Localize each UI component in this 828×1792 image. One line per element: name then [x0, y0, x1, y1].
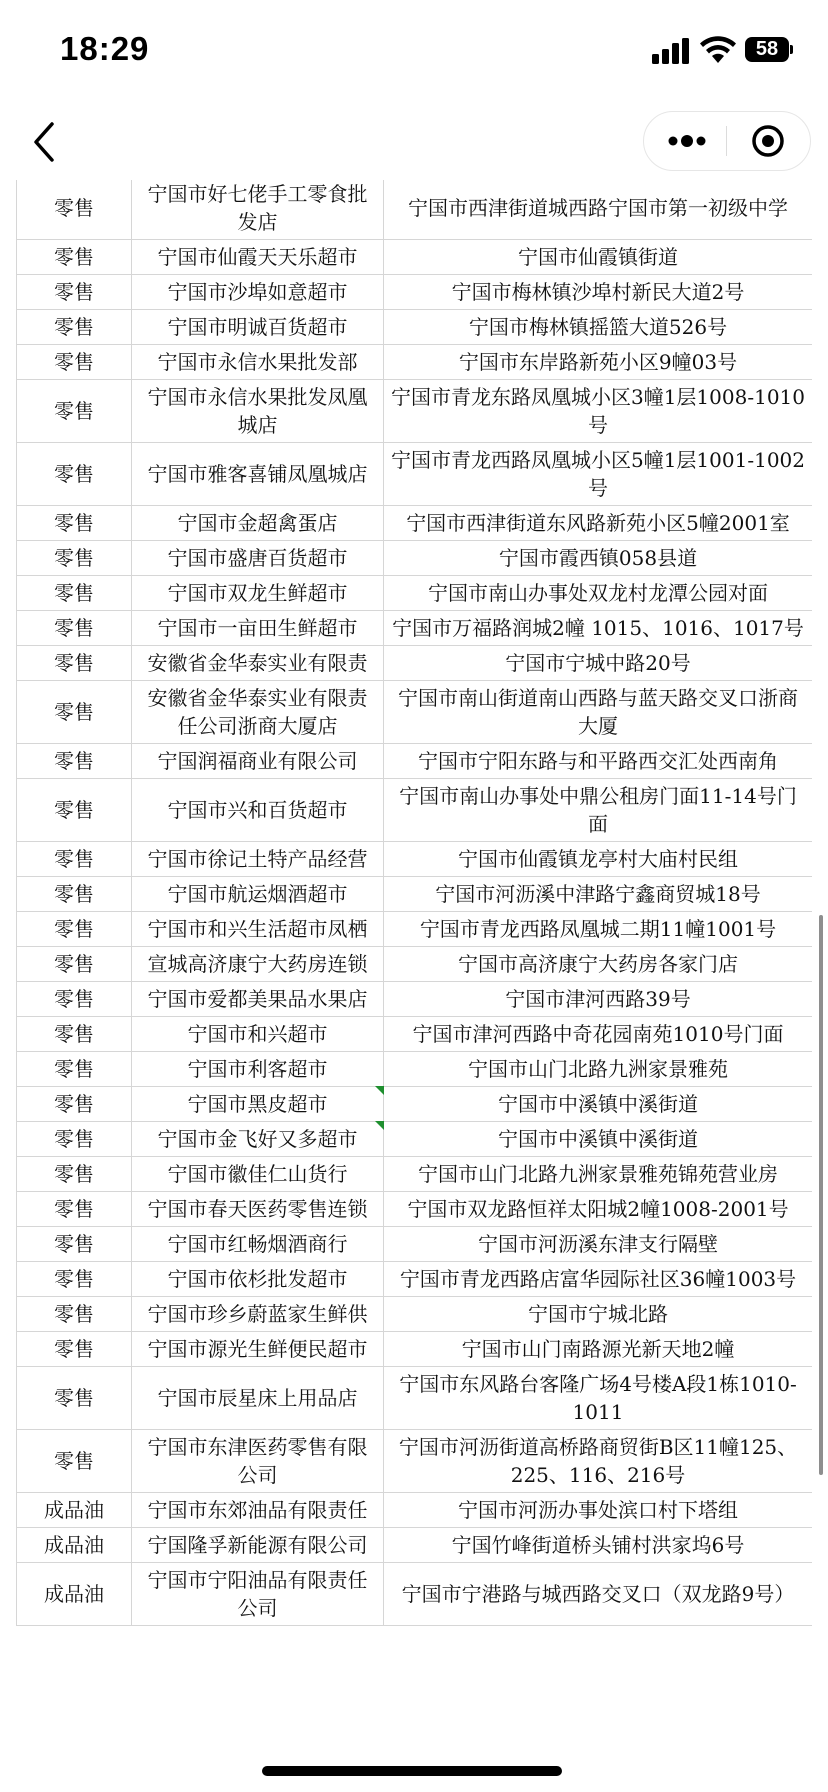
cell-name: 宁国市兴和百货超市: [132, 779, 384, 842]
home-indicator[interactable]: [262, 1766, 562, 1776]
table-row: [17, 275, 813, 310]
cell-category: 零售: [17, 947, 132, 982]
table-row: [17, 1192, 813, 1227]
cell-category: 零售: [17, 1192, 132, 1227]
cell-name: 宁国市宁阳油品有限责任公司: [132, 1563, 384, 1626]
table-body: [17, 180, 813, 1626]
table-row: [17, 646, 813, 681]
cell-category: 零售: [17, 842, 132, 877]
table-row: [17, 310, 813, 345]
cell-address: 宁国市山门南路源光新天地2幢: [384, 1332, 813, 1367]
table-row: [17, 611, 813, 646]
cell-address: 宁国市仙霞镇街道: [384, 240, 813, 275]
cell-name: 宁国市好七佬手工零食批发店: [132, 180, 384, 240]
cell-address: 宁国市南山街道南山西路与蓝天路交叉口浙商大厦: [384, 681, 813, 744]
table-row: [17, 842, 813, 877]
cell-name: 宁国市明诚百货超市: [132, 310, 384, 345]
cell-category: 零售: [17, 877, 132, 912]
cell-address: 宁国市中溪镇中溪街道: [384, 1122, 813, 1157]
cell-name: 宣城高济康宁大药房连锁: [132, 947, 384, 982]
cell-name: 宁国市徐记土特产品经营: [132, 842, 384, 877]
table-row: [17, 982, 813, 1017]
cell-category: 零售: [17, 1430, 132, 1493]
cell-category: 零售: [17, 982, 132, 1017]
table-container[interactable]: [16, 180, 812, 1792]
cell-name: 宁国市源光生鲜便民超市: [132, 1332, 384, 1367]
cellular-signal-icon: [652, 38, 690, 64]
cell-address: 宁国市南山办事处双龙村龙潭公园对面: [384, 576, 813, 611]
cell-name: 宁国市红畅烟酒商行: [132, 1227, 384, 1262]
cell-category: 零售: [17, 310, 132, 345]
cell-category: 零售: [17, 1052, 132, 1087]
cell-address: 宁国市山门北路九洲家景雅苑: [384, 1052, 813, 1087]
table-row: [17, 1493, 813, 1528]
cell-address: 宁国市霞西镇058县道: [384, 541, 813, 576]
cell-category: 零售: [17, 506, 132, 541]
cell-name: 宁国隆孚新能源有限公司: [132, 1528, 384, 1563]
table-row: [17, 1332, 813, 1367]
table-row: [17, 1157, 813, 1192]
cell-category: 零售: [17, 443, 132, 506]
table-row: [17, 681, 813, 744]
battery-icon: 58: [745, 37, 789, 62]
table-row: [17, 1430, 813, 1493]
cell-category: 零售: [17, 380, 132, 443]
cell-address: 宁国市宁港路与城西路交叉口（双龙路9号）: [384, 1563, 813, 1626]
cell-name: 宁国市东津医药零售有限公司: [132, 1430, 384, 1493]
cell-name: 宁国市利客超市: [132, 1052, 384, 1087]
cell-name: 宁国市珍乡蔚蓝家生鲜供: [132, 1297, 384, 1332]
table-row: [17, 506, 813, 541]
cell-category: 零售: [17, 1332, 132, 1367]
cell-address: 宁国市东岸路新苑小区9幢03号: [384, 345, 813, 380]
table-row: [17, 180, 813, 240]
cell-address: 宁国市宁城中路20号: [384, 646, 813, 681]
mini-program-capsule: [643, 111, 811, 171]
cell-address: 宁国市西津街道城西路宁国市第一初级中学: [384, 180, 813, 240]
cell-category: 零售: [17, 275, 132, 310]
cell-address: 宁国市津河西路39号: [384, 982, 813, 1017]
cell-name: 宁国市航运烟酒超市: [132, 877, 384, 912]
table-row: [17, 240, 813, 275]
capsule-divider: [726, 126, 727, 156]
cell-address: 宁国市津河西路中奇花园南苑1010号门面: [384, 1017, 813, 1052]
cell-name: 宁国市永信水果批发部: [132, 345, 384, 380]
cell-name: 宁国市徽佳仁山货行: [132, 1157, 384, 1192]
cell-category: 零售: [17, 1262, 132, 1297]
cell-category: 零售: [17, 1122, 132, 1157]
cell-category: 零售: [17, 912, 132, 947]
table-row: [17, 1227, 813, 1262]
table-row: [17, 912, 813, 947]
cell-address: 宁国市青龙东路凤凰城小区3幢1层1008-1010号: [384, 380, 813, 443]
cell-category: 零售: [17, 681, 132, 744]
back-chevron-icon[interactable]: [30, 120, 60, 164]
table-row: [17, 1087, 813, 1122]
cell-name: 宁国市和兴生活超市凤栖: [132, 912, 384, 947]
cell-category: 成品油: [17, 1528, 132, 1563]
cell-name: 安徽省金华泰实业有限责任公司浙商大厦店: [132, 681, 384, 744]
cell-category: 成品油: [17, 1563, 132, 1626]
cell-category: 零售: [17, 541, 132, 576]
cell-address: 宁国市河沥溪东津支行隔壁: [384, 1227, 813, 1262]
cell-category: 零售: [17, 611, 132, 646]
cell-category: 零售: [17, 1087, 132, 1122]
cell-name: 宁国市黑皮超市: [132, 1087, 384, 1122]
cell-address: 宁国市双龙路恒祥太阳城2幢1008-2001号: [384, 1192, 813, 1227]
table-row: [17, 1297, 813, 1332]
cell-address: 宁国市仙霞镇龙亭村大庙村民组: [384, 842, 813, 877]
table-row: [17, 947, 813, 982]
cell-category: 零售: [17, 1297, 132, 1332]
close-target-icon[interactable]: [751, 124, 785, 158]
cell-address: 宁国市山门北路九洲家景雅苑锦苑营业房: [384, 1157, 813, 1192]
cell-category: 成品油: [17, 1493, 132, 1528]
cell-name: 宁国市金超禽蛋店: [132, 506, 384, 541]
cell-category: 零售: [17, 1017, 132, 1052]
cell-name: 宁国市双龙生鲜超市: [132, 576, 384, 611]
cell-address: 宁国市河沥溪中津路宁鑫商贸城18号: [384, 877, 813, 912]
table-row: [17, 1017, 813, 1052]
cell-address: 宁国市万福路润城2幢 1015、1016、1017号: [384, 611, 813, 646]
cell-category: 零售: [17, 1227, 132, 1262]
cell-address: 宁国市宁阳东路与和平路西交汇处西南角: [384, 744, 813, 779]
cell-category: 零售: [17, 180, 132, 240]
more-dots-icon[interactable]: [666, 129, 708, 153]
table-row: [17, 877, 813, 912]
cell-category: 零售: [17, 345, 132, 380]
cell-category: 零售: [17, 576, 132, 611]
cell-address: 宁国市宁城北路: [384, 1297, 813, 1332]
cell-name: 宁国市盛唐百货超市: [132, 541, 384, 576]
table-row: [17, 576, 813, 611]
cell-address: 宁国市河沥办事处滨口村下塔组: [384, 1493, 813, 1528]
cell-category: 零售: [17, 1157, 132, 1192]
cell-name: 宁国市爱都美果品水果店: [132, 982, 384, 1017]
cell-address: 宁国市梅林镇摇篮大道526号: [384, 310, 813, 345]
cell-name: 宁国市东郊油品有限责任: [132, 1493, 384, 1528]
cell-name: 宁国市一亩田生鲜超市: [132, 611, 384, 646]
status-bar: [0, 0, 828, 100]
status-time: 18:29: [60, 30, 150, 67]
table-row: [17, 779, 813, 842]
cell-address: 宁国市西津街道东风路新苑小区5幢2001室: [384, 506, 813, 541]
cell-name: 宁国市依杉批发超市: [132, 1262, 384, 1297]
table-row: [17, 443, 813, 506]
cell-address: 宁国市青龙西路店富华园际社区36幢1003号: [384, 1262, 813, 1297]
cell-name: 宁国市春天医药零售连锁: [132, 1192, 384, 1227]
cell-address: 宁国市高济康宁大药房各家门店: [384, 947, 813, 982]
wifi-icon: [700, 36, 736, 64]
cell-name: 宁国市金飞好又多超市: [132, 1122, 384, 1157]
cell-address: 宁国市东风路台客隆广场4号楼A段1栋1010-1011: [384, 1367, 813, 1430]
cell-name: 宁国市辰星床上用品店: [132, 1367, 384, 1430]
cell-address: 宁国市青龙西路凤凰城二期11幢1001号: [384, 912, 813, 947]
cell-category: 零售: [17, 1367, 132, 1430]
cell-name: 宁国润福商业有限公司: [132, 744, 384, 779]
cell-category: 零售: [17, 240, 132, 275]
cell-category: 零售: [17, 744, 132, 779]
table-row: [17, 380, 813, 443]
battery-tip: [790, 45, 793, 54]
cell-category: 零售: [17, 646, 132, 681]
cell-address: 宁国市青龙西路凤凰城小区5幢1层1001-1002号: [384, 443, 813, 506]
cell-address: 宁国市南山办事处中鼎公租房门面11-14号门面: [384, 779, 813, 842]
cell-name: 宁国市永信水果批发凤凰城店: [132, 380, 384, 443]
scrollbar[interactable]: [819, 915, 823, 1475]
cell-address: 宁国市梅林镇沙埠村新民大道2号: [384, 275, 813, 310]
cell-name: 安徽省金华泰实业有限责: [132, 646, 384, 681]
table-row: [17, 541, 813, 576]
cell-name: 宁国市和兴超市: [132, 1017, 384, 1052]
cell-name: 宁国市沙埠如意超市: [132, 275, 384, 310]
store-table: [16, 180, 812, 1626]
table-row: [17, 1528, 813, 1563]
cell-address: 宁国市中溪镇中溪街道: [384, 1087, 813, 1122]
cell-address: 宁国市河沥街道高桥路商贸街B区11幢125、225、116、216号: [384, 1430, 813, 1493]
table-row: [17, 744, 813, 779]
nav-bar: [0, 100, 828, 180]
table-row: [17, 1367, 813, 1430]
table-row: [17, 1262, 813, 1297]
cell-name: 宁国市雅客喜铺凤凰城店: [132, 443, 384, 506]
table-row: [17, 1052, 813, 1087]
table-row: [17, 345, 813, 380]
cell-name: 宁国市仙霞天天乐超市: [132, 240, 384, 275]
cell-category: 零售: [17, 779, 132, 842]
table-row: [17, 1563, 813, 1626]
table-row: [17, 1122, 813, 1157]
cell-address: 宁国竹峰街道桥头铺村洪家坞6号: [384, 1528, 813, 1563]
